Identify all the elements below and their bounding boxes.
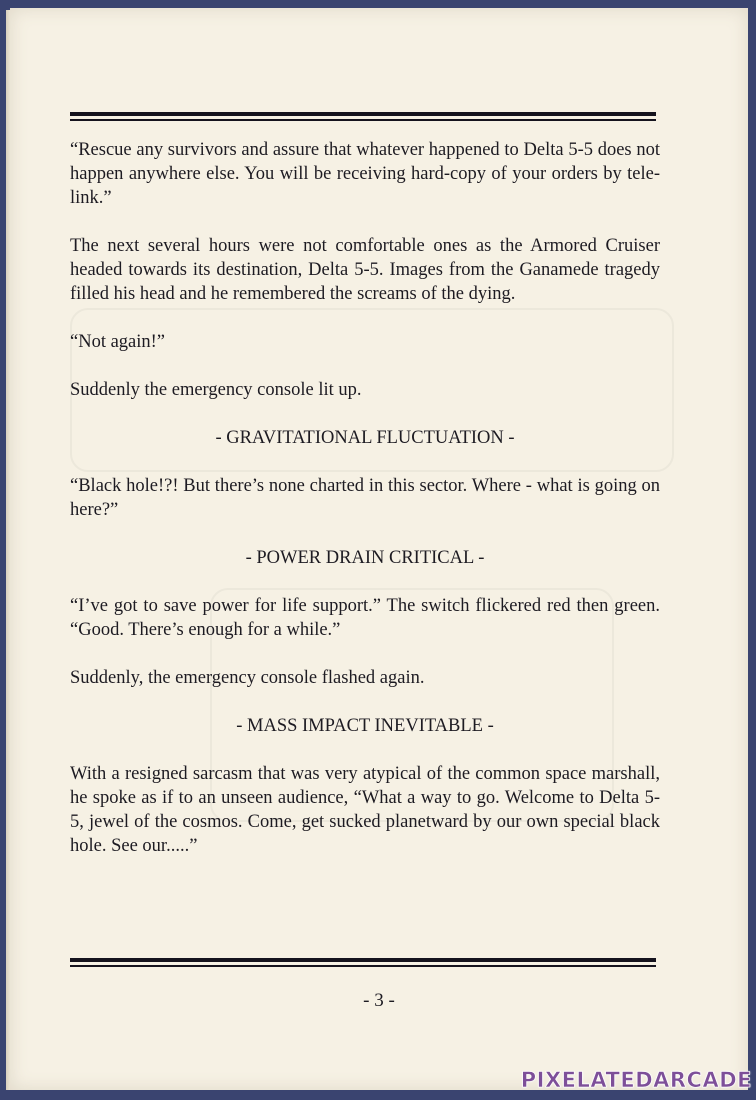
alert-mass-impact: - MASS IMPACT INEVITABLE -	[236, 716, 494, 736]
page-body-text	[70, 138, 660, 882]
paragraph-sarcasm: With a resigned sarcasm that was very atypical of the common space marshall, he spoke as if to an unseen audience, “What a way to go. Welcome to Delta 5-5, jewel of the cosmos. Come, get sucked planetward by our own special black hole. See our.....”	[70, 764, 660, 856]
bottom-double-rule	[70, 958, 656, 967]
paragraph-console-lit: Suddenly the emergency console lit up.	[70, 380, 362, 400]
paragraph-journey: The next several hours were not comfortable ones as the Armored Cruiser headed towards its destination, Delta 5-5. Images from the Ganamede tragedy filled his head and he remembered the screams of the dying.	[70, 236, 660, 304]
paragraph-not-again: “Not again!”	[70, 332, 166, 352]
paragraph-black-hole: “Black hole!?! But there’s none charted in this sector. Where - what is going on here?”	[70, 476, 660, 520]
paragraph-console-flashed: Suddenly, the emergency console flashed again.	[70, 668, 425, 688]
top-double-rule	[70, 112, 656, 121]
alert-gravitational-fluctuation: - GRAVITATIONAL FLUCTUATION -	[215, 428, 515, 448]
page-number: - 3 -	[363, 990, 395, 1011]
alert-power-drain: - POWER DRAIN CRITICAL -	[245, 548, 485, 568]
paragraph-life-support: “I’ve got to save power for life support.” The switch flickered red then green. “Good. There’s enough for a while.”	[70, 596, 660, 640]
paragraph-orders: “Rescue any survivors and assure that whatever happened to Delta 5-5 does not happen anywhere else. You will be receiving hard-copy of your orders by tele-link.”	[70, 140, 660, 208]
site-watermark-logo: PIXELATEDARCADE	[520, 1068, 752, 1092]
